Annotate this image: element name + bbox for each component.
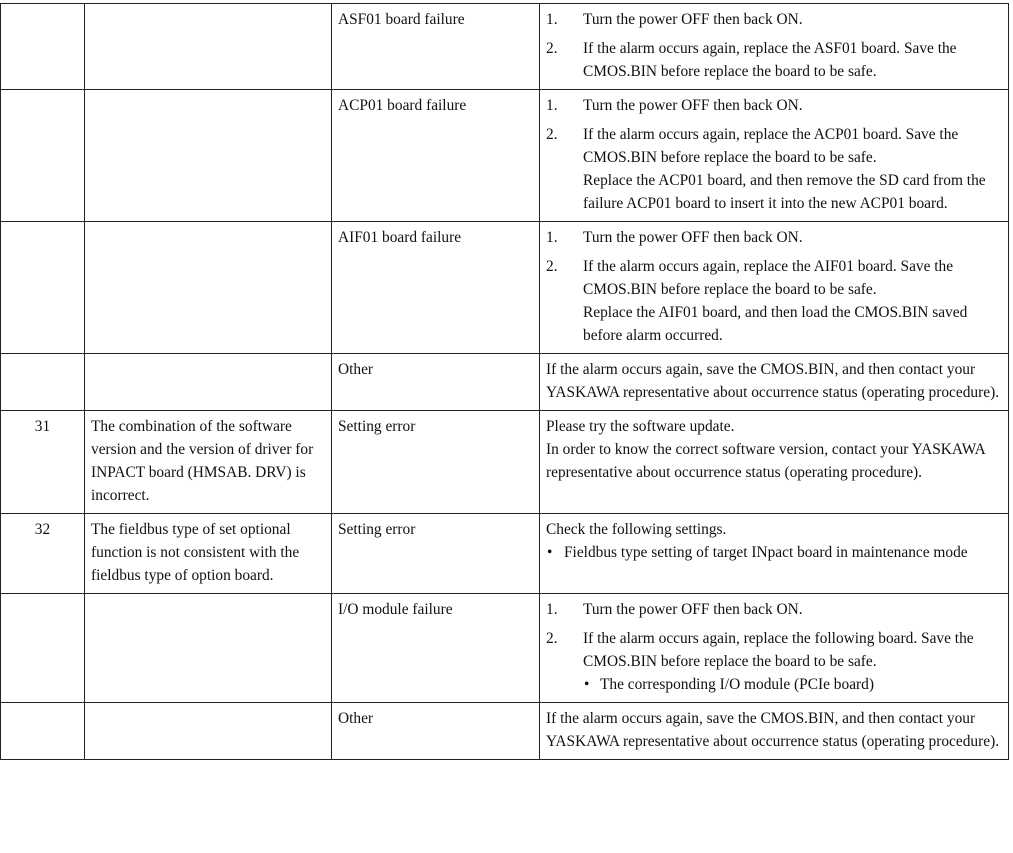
remedy-text: In order to know the correct software version, contact your YASKAWA representative about occurrence status (operating procedure).	[546, 441, 985, 481]
alarm-number: 31	[1, 411, 85, 514]
remedy-steps	[546, 8, 1002, 83]
remedy-step	[546, 627, 1002, 696]
step-number: 2.	[546, 258, 558, 275]
step-number: 2.	[546, 630, 558, 647]
remedy-text: If the alarm occurs again, save the CMOS.BIN, and then contact your YASKAWA representative about occurrence status (operating procedure).	[546, 710, 1000, 750]
step-number: 2.	[546, 126, 558, 143]
step-number: 1.	[546, 97, 558, 114]
alarm-detail: AIF01 board failure	[332, 222, 540, 354]
step-text: If the alarm occurs again, replace the ACP01 board. Save the CMOS.BIN before replace the board to be safe.	[583, 126, 959, 166]
table-row	[1, 4, 1009, 90]
alarm-table	[0, 3, 1009, 760]
alarm-number	[1, 354, 85, 411]
alarm-number	[1, 703, 85, 760]
alarm-remedy	[540, 90, 1009, 222]
remedy-step	[546, 37, 1002, 83]
alarm-table-body	[1, 4, 1009, 760]
step-text: If the alarm occurs again, replace the ASF01 board. Save the CMOS.BIN before replace the board to be safe.	[583, 40, 957, 80]
remedy-bullets	[546, 541, 1002, 564]
remedy-text: If the alarm occurs again, save the CMOS.BIN, and then contact your YASKAWA representative about occurrence status (operating procedure).	[546, 361, 1000, 401]
alarm-remedy	[540, 703, 1009, 760]
alarm-remedy	[540, 411, 1009, 514]
remedy-step	[546, 123, 1002, 215]
alarm-number	[1, 222, 85, 354]
alarm-remedy	[540, 4, 1009, 90]
alarm-number	[1, 594, 85, 703]
step-text: Turn the power OFF then back ON.	[583, 229, 803, 246]
step-number: 1.	[546, 229, 558, 246]
remedy-step	[546, 8, 1002, 31]
step-text: If the alarm occurs again, replace the AIF01 board. Save the CMOS.BIN before replace the board to be safe.	[583, 258, 954, 298]
remedy-steps	[546, 226, 1002, 347]
alarm-cause	[85, 4, 332, 90]
step-text: Turn the power OFF then back ON.	[583, 97, 803, 114]
alarm-detail: Setting error	[332, 514, 540, 594]
table-row	[1, 222, 1009, 354]
alarm-cause	[85, 90, 332, 222]
alarm-remedy	[540, 594, 1009, 703]
table-row	[1, 411, 1009, 514]
remedy-steps	[546, 598, 1002, 696]
alarm-cause	[85, 354, 332, 411]
alarm-remedy	[540, 222, 1009, 354]
alarm-cause	[85, 222, 332, 354]
alarm-remedy	[540, 514, 1009, 594]
alarm-number	[1, 4, 85, 90]
table-row	[1, 354, 1009, 411]
alarm-detail: Other	[332, 703, 540, 760]
alarm-detail: I/O module failure	[332, 594, 540, 703]
remedy-step	[546, 598, 1002, 621]
step-text: If the alarm occurs again, replace the following board. Save the CMOS.BIN before replace the board to be safe.	[583, 630, 974, 670]
alarm-cause	[85, 703, 332, 760]
table-row	[1, 703, 1009, 760]
step-text: Turn the power OFF then back ON.	[583, 601, 803, 618]
table-row	[1, 514, 1009, 594]
bullet-item: • Fieldbus type setting of target INpact board in maintenance mode	[546, 541, 1002, 564]
table-row	[1, 90, 1009, 222]
remedy-text: Check the following settings.	[546, 521, 727, 538]
alarm-remedy	[540, 354, 1009, 411]
step-extra-text: Replace the AIF01 board, and then load the CMOS.BIN saved before alarm occurred.	[583, 304, 968, 344]
step-text: Turn the power OFF then back ON.	[583, 11, 803, 28]
remedy-text: Please try the software update.	[546, 418, 735, 435]
alarm-detail: Setting error	[332, 411, 540, 514]
remedy-steps	[546, 94, 1002, 215]
step-bullets	[583, 673, 1002, 696]
table-row	[1, 594, 1009, 703]
alarm-detail: Other	[332, 354, 540, 411]
remedy-step	[546, 255, 1002, 347]
alarm-cause: The combination of the software version and the version of driver for INPACT board (HMSAB. DRV) is incorrect.	[85, 411, 332, 514]
step-extra-text: Replace the ACP01 board, and then remove the SD card from the failure ACP01 board to insert it into the new ACP01 board.	[583, 172, 986, 212]
remedy-step	[546, 226, 1002, 249]
step-number: 1.	[546, 11, 558, 28]
alarm-cause: The fieldbus type of set optional function is not consistent with the fieldbus type of option board.	[85, 514, 332, 594]
alarm-detail: ACP01 board failure	[332, 90, 540, 222]
step-number: 1.	[546, 601, 558, 618]
remedy-step	[546, 94, 1002, 117]
alarm-number	[1, 90, 85, 222]
alarm-detail: ASF01 board failure	[332, 4, 540, 90]
alarm-number: 32	[1, 514, 85, 594]
alarm-cause	[85, 594, 332, 703]
step-number: 2.	[546, 40, 558, 57]
bullet-item: • The corresponding I/O module (PCIe board)	[583, 673, 1002, 696]
